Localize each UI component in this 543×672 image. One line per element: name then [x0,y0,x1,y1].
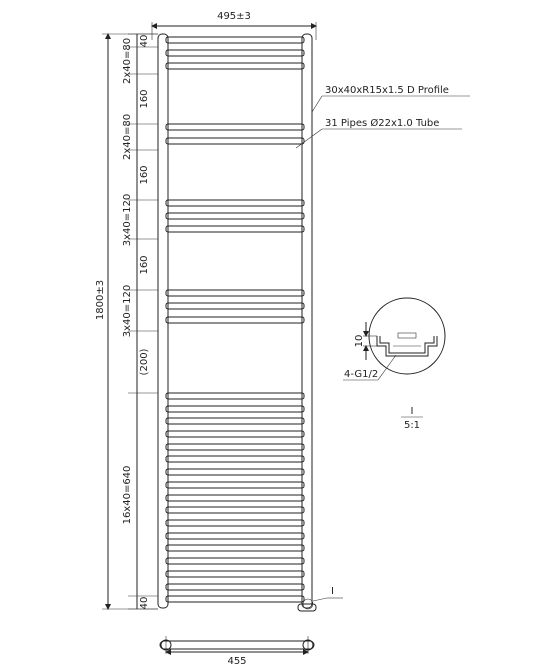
radiator-body [158,34,316,611]
segment-label: 3x40=120 [122,284,133,338]
tube-rung [166,393,304,399]
plan-bar [160,641,314,649]
tube-rung [166,213,304,219]
segment-label: 3x40=120 [122,193,133,247]
tube-rung [166,124,304,130]
segment-label: 2x40=80 [122,113,133,161]
width-label: 495±3 [217,11,251,22]
tube-rung [166,37,304,43]
tube-rung [166,520,304,526]
detail-marker: I [410,406,414,417]
tube-rung [166,558,304,564]
segment-label: 40 [139,34,150,48]
tube-rung [166,138,304,144]
tube-rung [166,495,304,501]
pipes-label: 31 Pipes Ø22x1.0 Tube [325,118,440,129]
tube-rung [166,456,304,462]
tube-rung [166,303,304,309]
tube-rung [166,444,304,450]
detail-thread-label: 4-G1/2 [344,369,379,380]
detail-scale-label: 5:1 [403,420,421,431]
profile-label: 30x40xR15x1.5 D Profile [325,85,449,96]
tube-rung [166,406,304,412]
tube-rung [166,290,304,296]
plan-width-label: 455 [227,656,247,667]
tube-rung [166,584,304,590]
tube-rung [166,418,304,424]
tube-rung [166,226,304,232]
segment-label: (200) [139,348,150,376]
tube-rung [166,431,304,437]
tube-rung [166,200,304,206]
tube-rung [166,63,304,69]
segment-label: 16x40=640 [122,465,133,525]
horizontal-tube-rungs [166,37,304,602]
segment-label: 160 [139,165,150,185]
segment-label: 40 [139,596,150,610]
height-label: 1800±3 [95,279,106,321]
detail-height-label: 10 [354,334,365,348]
tube-rung [166,571,304,577]
tube-rung [166,545,304,551]
segment-label: 160 [139,255,150,275]
tube-rung [166,469,304,475]
pipes-callout [296,117,462,148]
width-dimension [152,11,316,40]
tube-rung [166,317,304,323]
section-marker: I [331,586,334,597]
segment-dimension-chain [122,34,158,609]
section-callout [303,586,343,609]
tube-rung [166,50,304,56]
detail-view [343,298,445,431]
tube-rung [166,482,304,488]
segment-label: 160 [139,89,150,109]
tube-rung [166,596,304,602]
tube-rung [166,533,304,539]
profile-callout [312,85,470,112]
tube-rung [166,507,304,513]
segment-label: 2x40=80 [122,37,133,85]
bottom-plan-view [160,636,314,667]
